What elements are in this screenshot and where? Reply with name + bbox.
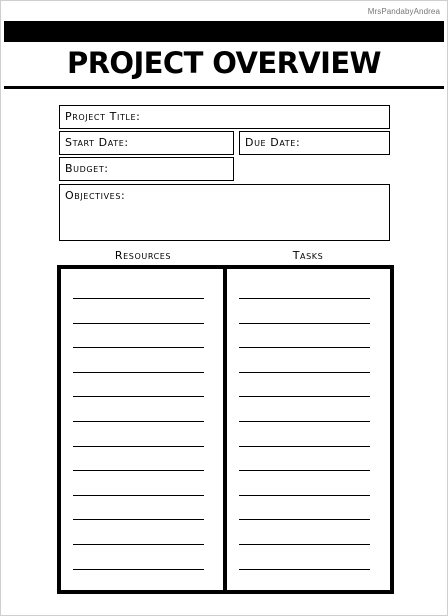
tasks-line[interactable] bbox=[239, 544, 370, 545]
resources-line[interactable] bbox=[73, 323, 204, 324]
project-title-field[interactable] bbox=[59, 105, 390, 129]
resources-line[interactable] bbox=[73, 372, 204, 373]
resources-line[interactable] bbox=[73, 347, 204, 348]
tasks-line[interactable] bbox=[239, 298, 370, 299]
start-date-field[interactable] bbox=[59, 131, 234, 155]
tasks-line[interactable] bbox=[239, 446, 370, 447]
resources-line[interactable] bbox=[73, 298, 204, 299]
tasks-line[interactable] bbox=[239, 470, 370, 471]
due-date-label: Due Date: bbox=[245, 136, 301, 149]
budget-field[interactable] bbox=[59, 157, 234, 181]
resources-line[interactable] bbox=[73, 396, 204, 397]
objectives-field[interactable] bbox=[59, 184, 390, 241]
tasks-line[interactable] bbox=[239, 421, 370, 422]
tasks-line[interactable] bbox=[239, 323, 370, 324]
project-title-label: Project Title: bbox=[65, 110, 141, 123]
watermark: MrsPandabyAndrea bbox=[367, 7, 440, 16]
resources-line[interactable] bbox=[73, 470, 204, 471]
page-title: PROJECT OVERVIEW bbox=[67, 46, 381, 80]
tasks-line[interactable] bbox=[239, 396, 370, 397]
resources-header: Resources bbox=[114, 249, 172, 262]
due-date-field[interactable] bbox=[239, 131, 390, 155]
tasks-line[interactable] bbox=[239, 495, 370, 496]
tasks-line[interactable] bbox=[239, 347, 370, 348]
resources-line[interactable] bbox=[73, 569, 204, 570]
resources-line[interactable] bbox=[73, 544, 204, 545]
tasks-header: Tasks bbox=[292, 249, 324, 262]
start-date-label: Start Date: bbox=[65, 136, 129, 149]
title-rule bbox=[4, 86, 444, 89]
resources-column[interactable] bbox=[57, 265, 228, 594]
resources-line[interactable] bbox=[73, 421, 204, 422]
tasks-line[interactable] bbox=[239, 519, 370, 520]
tasks-column[interactable] bbox=[223, 265, 394, 594]
objectives-label: Objectives: bbox=[65, 189, 126, 202]
tasks-line[interactable] bbox=[239, 372, 370, 373]
resources-line[interactable] bbox=[73, 446, 204, 447]
budget-label: Budget: bbox=[65, 162, 109, 175]
header-bar bbox=[4, 21, 444, 42]
resources-line[interactable] bbox=[73, 495, 204, 496]
tasks-line[interactable] bbox=[239, 569, 370, 570]
resources-line[interactable] bbox=[73, 519, 204, 520]
